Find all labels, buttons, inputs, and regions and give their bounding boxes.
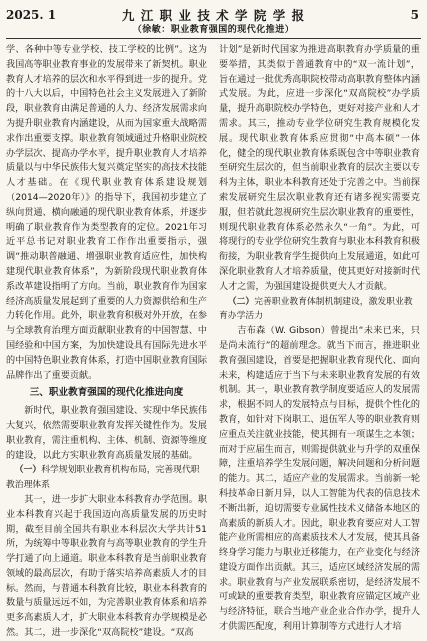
section-heading: 三、职业教育强国的现代化推进向度 bbox=[29, 387, 184, 399]
subsection-heading-2 bbox=[219, 295, 420, 325]
paragraph-left-2: 新时代，职业教育强国建设、实现中华民族伟大复兴，依然需要职业教育发挥关键性作为。发展职业教育，需注重机构、主体、机制、资源等维度的建设，以此方实职业教育高质量发展的基础。 bbox=[6, 406, 207, 461]
right-column bbox=[219, 43, 420, 633]
journal-title: 九 江 职 业 技 术 学 院 学 报 bbox=[121, 8, 306, 23]
subsection-number: （二） bbox=[227, 296, 255, 307]
paragraph-right-2: 吉布森（W. Gibson）曾提出“未来已来，只是尚未流行”的超前理念。就当下而言，推进职业教育强国建设，首要是把握职业教育现代化、面向未来，构建适应于当下与未来职业教育发展的有效机制。其一，职业教育教学制度要适应人的发展需求，根据不同人的发展特点与目标，提供个性化的教育，如针对下岗职工、退伍军人等的职业教育则应重点关注就业技能，使其拥有一项谋生之本领；而对于应届生而言，则需提供就业与升学的双重保障，注重培养学生发展问题，解决问题和分析问题的能力。其二，适应产业的发展需求。当前新一轮科技革命日新月异，以人工智能为代表的信息技术不断出新，迫切需要专业属性技术义储备本地区的高素质的新质人才。因此，职业教育要应对人工智能产业所需相应的高素质技术人才发展，使其具备终身学习能力与职业迁移能力，在产业变化与经济建设方面作出贡献。其三，适应区域经济发展的需求。职业教育与产业发展联系密切，是经济发展不可或缺的重要教育类型，职业教育应锚定区域产业与经济特征，联合当地产业企业合作办学，提升人才供需匹配度，利用计算制等方式进行人才培 bbox=[219, 326, 420, 633]
paragraph-right-1: 计划”是新时代国家为推进高职教育办学质量的重要举措，其类似于普通教育中的“双一流计划”，旨在通过一批优秀高职院校带动高职教育整体内涵式发展。为此，应进一步深化“双高院校”办学质量，提升高职院校办学特色，更好对接产业和人才需求。其三，推动专业学位研究生教育规模化发展。现代职业教育体系应贯彻“中高本硕”一体化，健全的现代职业教育体系既包含中等职业教育至研究生层次的，但当前职业教育的层次主要以专科为主体，职业本科教育还处于完善之中。当前探索发展研究生层次职业教育还有诸多视实需要克服，但若就此忽视研究生层次职业教育的重要性，则现代职业教育体系必然永久“一角”。为此，可将现行的专业学位研究生教育与职业本科教育积极衔接，为职业教育学生提供向上发展通道，如此可深化职业教育人才培养质量，使其更好对接新时代人才之需，为强国建设提供更大人才贡献。 bbox=[219, 45, 420, 292]
subsection-heading-1 bbox=[6, 463, 207, 493]
subsection-title: 科学规划职业教育机构布局，完善现代职教治理体系 bbox=[6, 465, 200, 491]
subsection-title: 完善职业教育体制机制建设，激发职业教育办学活力 bbox=[219, 296, 413, 322]
paragraph-left-1: 学、各种中等专业学校、技工学校的比例”。这为我国高等职业教育事业的发展带来了新契机。职业教育人才培养的层次和水平得到进一步的提升。党的十八大以后，中国特色社会主义发展进入了新阶段，职业教育由满足普通的人力、经济发展需求向为提升职业教育内涵建设，从而为国家重大战略需求作出重要支撑。职业教育领域通过升格职业院校办学层次、提高办学水平，提升职业教育人才培养质量以与中华民族伟大复兴奠定坚实的高技术技能人才基础。在《现代职业教育体系建设规划（2014—2020年）》的指导下，我国初步建立了纵向贯通、横向融通的现代职业教育体系，并逐步明确了职业教育作为类型教育的定位。2021年习近平总书记对职业教育工作作出重要指示，强调“推动职普融通、增强职业教育适应性，加快构建现代职业教育体系”，为新阶段现代职业教育体系改革建设指明了方向。当前，职业教育作为国家经济高质量发展起到了重要的人力资源供给和生产力转化作用。此外，职业教育积极对外开放，在参与全球教育治理方面贡献职业教育的中国智慧、中国经验和中国方案，为加快建设具有国际先进水平的中国特色职业教育体系，打造中国职业教育国际品牌作出了重要贡献。 bbox=[6, 45, 207, 381]
paragraph-left-3: 其一，进一步扩大职业本科教育办学范围。职业本科教育兴起于我国迈向高质量发展的历史时期，截至目前全国共有职业本科层次大学共计51所，为统筹中等职业教育与高等职业教育的学生升学打通了向上通道。职业本科教育是当前职业教育领域的最高层次，有助于落实培养高素质人才的目标。然而，与普通本科教育比较，职业本科教育的数量与质量远远不如，为完善职业教育体系和培养更多高素质人才，扩大职业本科教育办学规模是必然。其二，进一步深化“双高院校”建设。“双高 bbox=[6, 494, 207, 639]
left-column bbox=[6, 43, 207, 639]
header-divider bbox=[6, 38, 421, 39]
subsection-number: （一） bbox=[14, 465, 42, 476]
page-number: 5 bbox=[410, 8, 419, 22]
running-title: （徐敏：职业教育强国的现代化推进） bbox=[132, 25, 295, 35]
issue-date: 2025. 1 bbox=[6, 8, 57, 22]
